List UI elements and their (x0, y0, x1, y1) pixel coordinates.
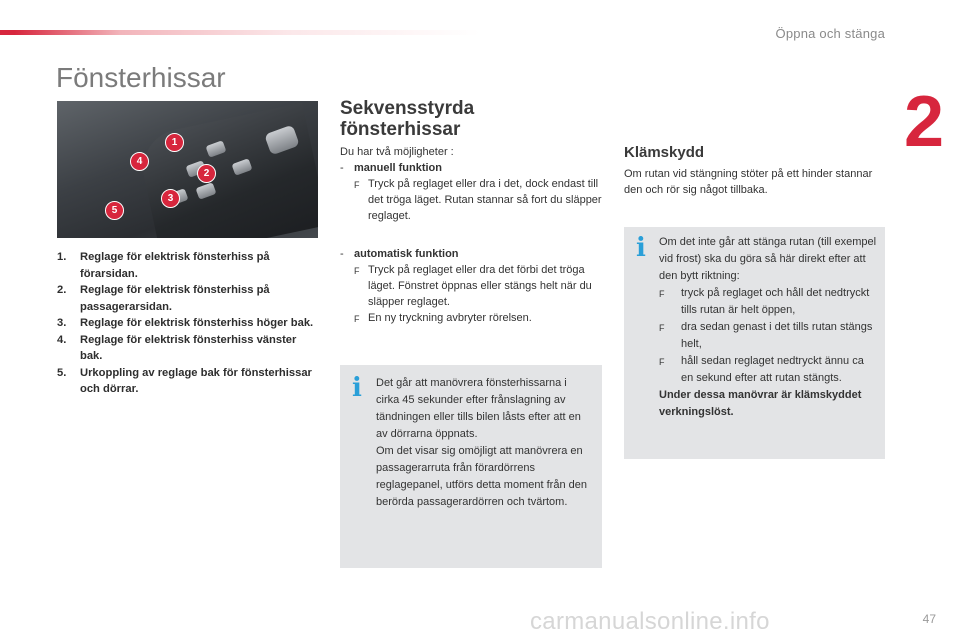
antipinch-step: F dra sedan genast i det tills rutan stängs helt, (659, 319, 877, 353)
intro-text: Du har två möjligheter : (340, 146, 454, 158)
header-accent-bar (0, 30, 480, 35)
info-icon: i (636, 233, 646, 263)
antipinch-step: F tryck på reglaget och håll det nedtryckt tills rutan är helt öppen, (659, 285, 877, 319)
legend-item: 1. Reglage för elektrisk fönsterhiss på förarsidan. (57, 251, 270, 280)
photo-legend-list (57, 249, 319, 398)
watermark-text: carmanualsonline.info (530, 608, 770, 635)
page-number: 47 (922, 612, 936, 626)
section-header-title: Öppna och stänga (775, 26, 885, 41)
page-title: Fönsterhissar (56, 62, 226, 93)
pointer-bullet-icon: F (354, 180, 360, 190)
callout-3: 3 (161, 189, 180, 208)
legend-item: 5. Urkoppling av reglage bak för fönsterhissar och dörrar. (57, 366, 312, 395)
pointer-bullet-icon: F (659, 323, 665, 333)
automatic-step: F Tryck på reglaget eller dra det förbi det tröga läget. Fönstret öppnas eller stängs helt när du släpper reglaget. (354, 264, 592, 308)
chapter-number: 2 (903, 82, 944, 162)
callout-2: 2 (197, 164, 216, 183)
callout-4: 4 (130, 152, 149, 171)
antipinch-title: Klämskydd (624, 144, 705, 161)
antipinch-info-box (624, 227, 885, 459)
automatic-step: F En ny tryckning avbryter rörelsen. (340, 310, 602, 327)
manual-function-block: Du har två möjligheter : - manuell funktion F Tryck på reglaget eller dra i det, dock endast till det tröga läget. Rutan stannar så fort du släpper reglaget. (340, 146, 602, 222)
callout-5: 5 (105, 201, 124, 220)
manual-step: F Tryck på reglaget eller dra i det, dock endast till det tröga läget. Rutan stannar så fort du släpper reglaget. (354, 178, 602, 222)
antipinch-text: Om rutan vid stängning stöter på ett hinder stannar den och rör sig något tillbaka. (624, 168, 873, 196)
antipinch-warning: Under dessa manövrar är klämskyddet verkningslöst. (659, 389, 862, 418)
legend-item: 2. Reglage för elektrisk fönsterhiss på passagerarsidan. (57, 284, 270, 313)
info-icon: i (352, 373, 362, 403)
sequential-section-title: Sekvensstyrda fönsterhissar (340, 98, 475, 140)
antipinch-info-intro: Om det inte går att stänga rutan (till exempel vid frost) ska du göra så här direkt efter att den bytt riktning: (659, 236, 877, 282)
callout-1: 1 (165, 133, 184, 152)
door-panel-shape (136, 103, 318, 238)
pointer-bullet-icon: F (354, 266, 360, 276)
pointer-bullet-icon: F (354, 314, 360, 324)
legend-item: 3. Reglage för elektrisk fönsterhiss höger bak. (57, 317, 314, 329)
automatic-function-block: - automatisk funktion F Tryck på reglaget eller dra det förbi det tröga läget. Fönstret öppnas eller stängs helt när du släpper reglaget. F En ny tryckning avbryter rörelsen. (340, 246, 602, 327)
sequential-info-text: Det går att manövrera fönsterhissarna i cirka 45 sekunder efter frånslagning av tändningen eller tills bilen låsts efter att en av dörrarna öppnats. Om det visar sig omöjligt att manövrera en passagerarruta från förardörrens reglagepanel, utförs detta moment från den berörda passagerardörren och tvärtom. (376, 377, 587, 508)
sequential-info-box (340, 365, 602, 568)
legend-item: 4. Reglage för elektrisk fönsterhiss vänster bak. (57, 333, 297, 362)
pointer-bullet-icon: F (659, 289, 665, 299)
pointer-bullet-icon: F (659, 357, 665, 367)
antipinch-step: F håll sedan reglaget nedtryckt ännu ca en sekund efter att rutan stängts. (659, 353, 877, 387)
automatic-function-label: automatisk funktion (354, 248, 459, 260)
manual-function-label: manuell funktion (354, 162, 442, 174)
window-switch-photo (57, 101, 318, 238)
